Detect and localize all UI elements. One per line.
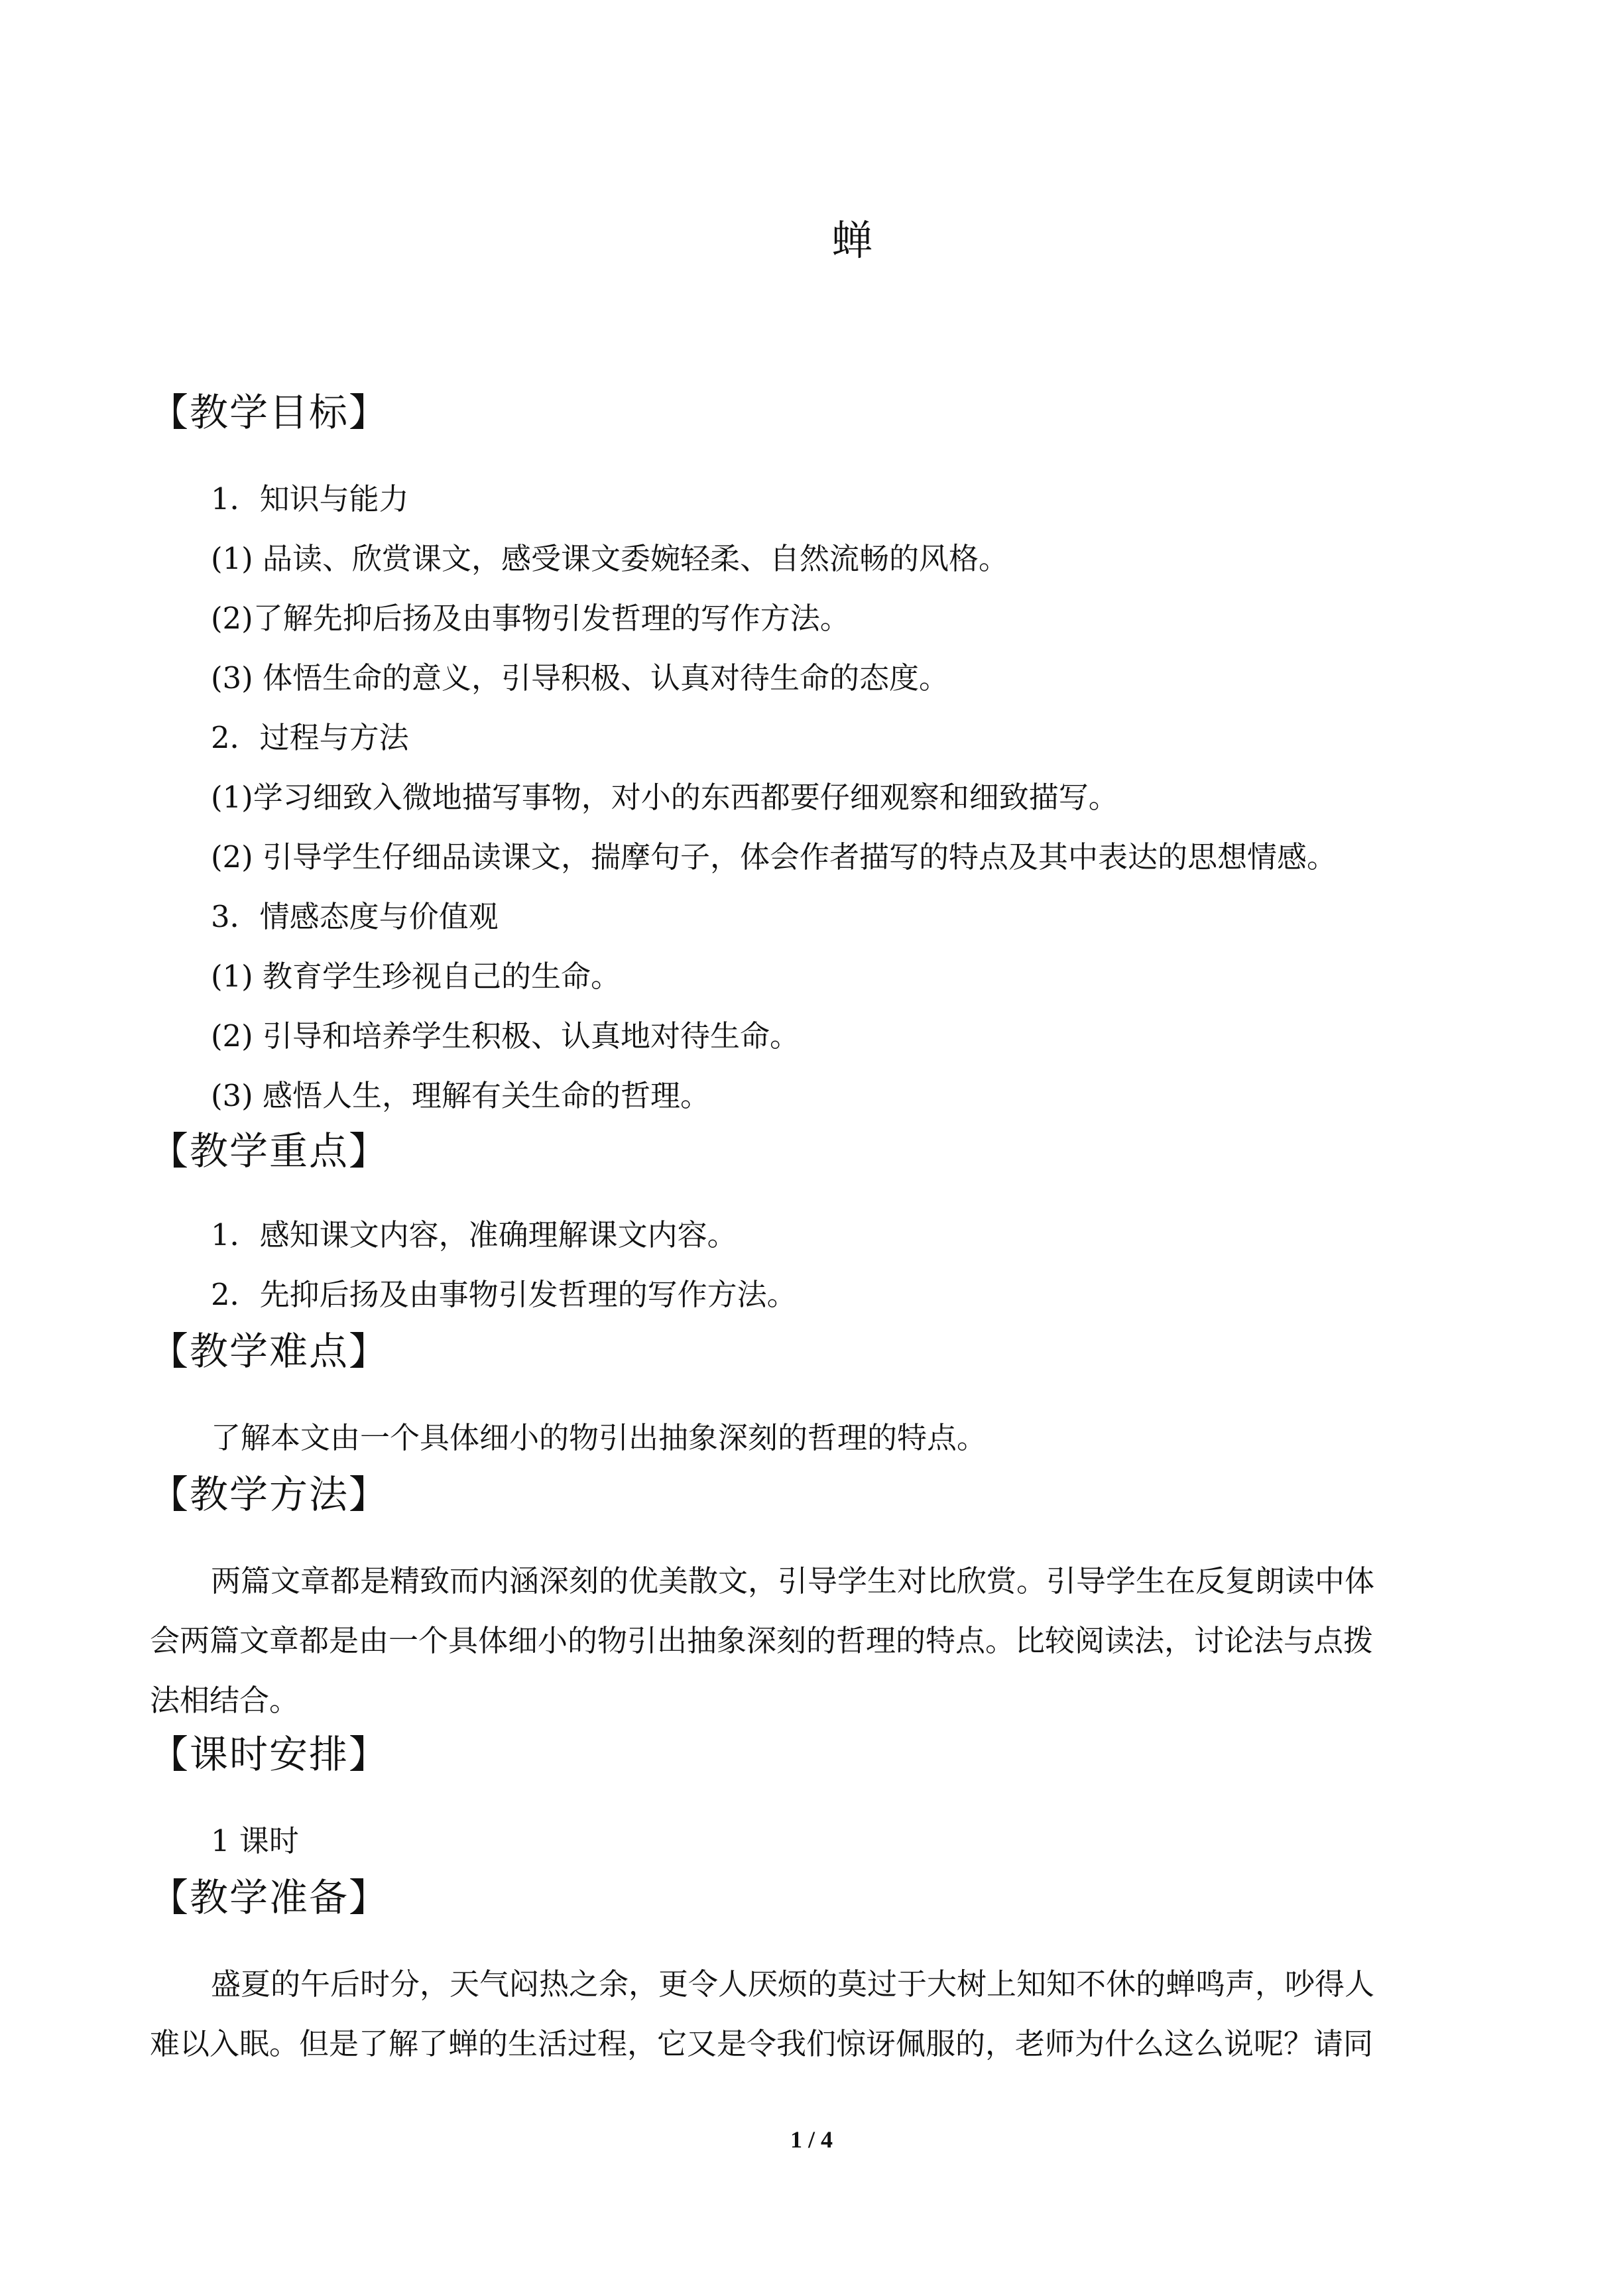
- objective-line: (2) 引导学生仔细品读课文，揣摩句子，体会作者描写的特点及其中表达的思想情感。: [211, 839, 1337, 875]
- method-line: 两篇文章都是精致而内涵深刻的优美散文，引导学生对比欣赏。引导学生在反复朗读中体: [211, 1563, 1375, 1599]
- key-point-line: 2．先抑后扬及由事物引发哲理的写作方法。: [211, 1277, 797, 1312]
- difficulty-line: 了解本文由一个具体细小的物引出抽象深刻的哲理的特点。: [211, 1420, 987, 1455]
- section-heading-objectives: 【教学目标】: [150, 390, 389, 435]
- objective-line: (3) 感悟人生，理解有关生命的哲理。: [211, 1078, 711, 1113]
- objective-line: 1．知识与能力: [211, 481, 409, 516]
- objective-line: (2)了解先抑后扬及由事物引发哲理的写作方法。: [211, 601, 850, 636]
- objective-line: 2．过程与方法: [211, 720, 409, 755]
- method-line: 会两篇文章都是由一个具体细小的物引出抽象深刻的哲理的特点。比较阅读法，讨论法与点拨: [150, 1623, 1374, 1658]
- document-title: 蝉: [831, 216, 872, 265]
- objective-line: (1)学习细致入微地描写事物，对小的东西都要仔细观察和细致描写。: [211, 780, 1118, 815]
- objective-line: 3．情感态度与价值观: [211, 899, 499, 934]
- preparation-line: 盛夏的午后时分，天气闷热之余，更令人厌烦的莫过于大树上知知不休的蝉鸣声，吵得人: [211, 1966, 1375, 2002]
- objective-line: (2) 引导和培养学生积极、认真地对待生命。: [211, 1018, 800, 1054]
- objective-line: (3) 体悟生命的意义，引导积极、认真对待生命的态度。: [211, 660, 949, 695]
- method-line: 法相结合。: [150, 1683, 300, 1718]
- key-point-line: 1．感知课文内容，准确理解课文内容。: [211, 1217, 737, 1252]
- page-number: 1 / 4: [790, 2126, 833, 2153]
- section-heading-difficulties: 【教学难点】: [150, 1329, 389, 1374]
- objective-line: (1) 品读、欣赏课文，感受课文委婉轻柔、自然流畅的风格。: [211, 541, 1009, 576]
- objective-line: (1) 教育学生珍视自己的生命。: [211, 959, 621, 994]
- preparation-line: 难以入眠。但是了解了蝉的生活过程，它又是令我们惊讶佩服的，老师为什么这么说呢？请同: [150, 2026, 1374, 2061]
- section-heading-key-points: 【教学重点】: [150, 1128, 389, 1174]
- schedule-line: 1 课时: [211, 1823, 299, 1858]
- section-heading-schedule: 【课时安排】: [150, 1732, 389, 1777]
- section-heading-preparation: 【教学准备】: [150, 1875, 389, 1920]
- section-heading-methods: 【教学方法】: [150, 1472, 389, 1517]
